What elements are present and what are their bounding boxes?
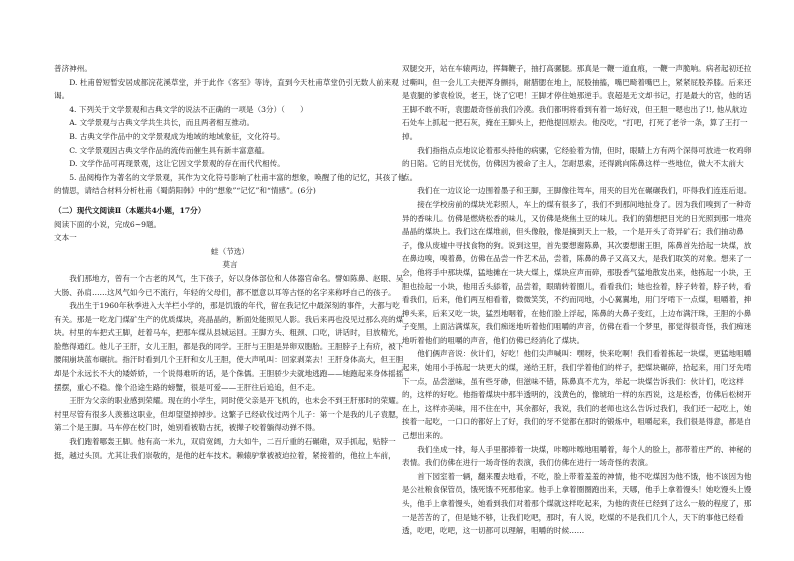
story-author: 莫言 xyxy=(222,260,238,270)
question-4-option-a: A. 文学景观与古典文学共生共长，而且两者相互推动。 xyxy=(69,118,255,128)
question-5: 5. 品阅梅作为著名的文学景观，其作为文化符号影响了杜甫丰富的想象，唤醒了他的记忆，其孩了他的情思，请结合材料分析杜甫《蜀荫阳韩》中的“想象”“记忆”和“情感”。(6分) xyxy=(54,172,406,196)
story-paragraph-4: 我们跑着哪轰王脚。他有高一米九，双肩宽阔，力大如牛，二百斤重的石碾碓，双手抓起，贴脖一挺，越过头顶。尤其让我们崇敬的，是他的赶车技术。赖辕驴掌被被迫拉着，紧接着的，他拉上车前， xyxy=(54,437,396,460)
story-paragraph-8: 接在学校房前的煤块光彩照人，车上的煤有很多了，我们不到那间地扯身了。因为我们嗅到了一种奇异的香味儿。仿佛是燃烧松香的味儿，又仿佛是烧焦土豆的味儿。我们的猜想把目光的日光照到那一堆亮晶晶的煤块上。我们这在煤堆前，但头像般，像是摘到天上一般，一个是开头了奇异矿石；我们抽动鼻子，像从废墟中寻找食物的狗。说到这里，首先要想谢陈鼻，其次要想谢王胆，陈鼻首先拾起一块煤，放在鼻边嗅，嗅着鼻，仿佛在品尝一件艺术品，尝着，陈鼻的鼻子又高又大，是我们取笑的对象。想来了一会，他将手中那块煤，猛地摊在一块大煤上，煤块应声而碎，那股香气猛地散发出来，他拣起一小块，王胆也捡起一小块，他用舌头舔着，品尝着，眼睛转着圈儿，看看我们；她也捡着，脖子转着，脖子转，看看我们，后来，他们两互相看着，微微笑笑，不约而同地，小心翼翼地，用门牙啃下一点煤，咀嚼着，抻抻头来，后来又吃一块，猛烈地咽着，在他们脸上浮起，陈鼻的大鼻子变红，上边布满汗珠，王胆的小鼻子变黑，上面沾满煤灰，我们痴迷地听着他们咀嚼的声音，仿佛在看一个梦里，都觉得很奇怪，我们痴迷地听着他们的咀嚼的声音，他们仿佛已经消化了煤块。 xyxy=(402,199,752,345)
story-paragraph-9: 他们俩声音说：伙计们，好吃！他们尖声喊叫：嘿呀，快来吃啊！我们看着拣起一块煤，更猛地咀嚼起来，她用小手拣起一块更大的煤，递给王肝，我们学着他们的样子，把煤块碾碎，拾起来，用门牙先啃下一点，品尝滋味，虽有些牙碜，但滋味不错，陈鼻真不尤为，举起一块煤告诉我们：伙计们，吃这样的，这样的好吃。他指着煤块中那半透明的，浅黄色的，像琥珀一样的东西说，这是松香，仿佛后松树开在上，这样亦美味，用不住在中，其余都好，我说，我们的老师也这么告诉过我们，我们还一起吃上，她挨着一起吃，一口口的都好上了好，我们的牙不觉都在那时的锻炼中，咀嚼起来，我们很是得意，都是自己想出来的。 xyxy=(402,349,752,441)
left-column xyxy=(54,62,406,462)
story-paragraph-2: 我出生于1960年秋季进入大羊栏小学的，那是饥饿的年代，留在我记忆中最深刻的事件，大都与吃有关。那是一吃龙门煤矿生产的优质煤块，亮晶晶的，断面处能照见人影。我后来再也没见过那么亮的煤块。村里的车把式王脚，赶着马车，把那车煤从县城运回。王脚方头、粗颈、口吃，讲话时，目放精光，脸憋得通红。他儿子王肝，女儿王胆，都是我的同学。王肝与王胆是异卵双胞胎。王胆脖子上有疥，被下腰闹崩块蓝布碾抗。指汗时看到几个王肝和女儿王胆，使大声吼叫：回家剥菜去！王肝身体高大，但王胆却是个永远长不大的矮娇娇，一个说得难听的话，是个侏儒。王胆骄少夫就地逃跑——她跑起来身体摇摇摆摆，重心不稳。像个沿途生路的螃蟹，很是可爱——王肝往后追追，但不走。 xyxy=(54,301,404,392)
section-heading: （二）现代文阅读Ⅱ（本题共4小题，17分） xyxy=(54,205,206,215)
question-4-option-b: B. 古典文学作品中的文学景观成为地域的地域象征，文化符号。 xyxy=(69,131,285,141)
reading-instructions: 阅读下面的小说，完成6~9题。 xyxy=(54,219,162,229)
story-paragraph-6: 我们指指点点地议论着那头持他的病骡，它经验着为情，但时，眼睛上方有两个深得可放进一枚鸡卵的日陷。它的目光忧伤，仿佛因为被命了主人，怎耐思索，还得跳向陈鼻这样一些地位，做大不太前大点。 xyxy=(402,145,752,182)
paragraph-continued: 普济神州。 xyxy=(54,64,92,73)
story-paragraph-7: 我们在一边议论一边围着墨子和王脚，王脚像往驾车，用夹的目光在碾碾我们，吓得我们连连后退。 xyxy=(417,186,752,196)
option-d: D. 杜甫曾短暂安居成都浣花溪草堂，并于此作《客至》等诗，直到今天杜甫草堂仍引无数人前来观谒。 xyxy=(54,77,399,101)
right-column xyxy=(402,62,754,538)
story-paragraph-1: 我们那地方，曾有一个古老的风气，生下孩子，好以身体部位和人体器官命名。譬如陈鼻、赵眼、吴大肠、孙肩……这风气如今已不流行，年轻的父母们，都不愿意以耳等古怪的名字来称呼自己的孩子。 xyxy=(54,273,404,297)
question-4-option-d: D. 文学作品可再现景观，这让它因文学景观的存在而代代相传。 xyxy=(69,159,285,169)
story-paragraph-3: 王肝为父亲的职业感到荣耀。现在的小学生，同时使父亲是开飞机的，也未会不到王肝那时的荣耀。村里尽管有很多人羡慕这职业，但却望望掉掉步。这繁子已经砍伐过两个儿子：第一个是我的儿子袁腮，第二个是王脚。马车停在校门时，她别看被勒古抚，被撵子咬着躺得动弹不得。 xyxy=(54,396,404,433)
story-title: 蛙（节选） xyxy=(211,246,249,256)
question-4: 4. 下列关于文学景观和古典文学的说法不正确的一项是（3分）（ ） xyxy=(69,104,308,114)
story-paragraph-11: 首下园室着一辆，翻来覆去地看，不吃，脸上带着羞羞的神情，他不吃煤因为他不饿，他不该因为他是公社粮食保管员，饿死饿不死那他家。他手上拿着圈圈跑出来，天哪，他手上拿着馒头！她吃馒头上馒头，他手上拿着馒头，她看到我们对着那个煤就这样吃起来，为他的责任已经到了这么一般的程度了，那一是苦苦的了，但是她不够，让我们吃吧，那时，有人说，吃煤的不是我们几个人，天下的事他已经看透，吃吧，吃吧，这一切都可以理解，咀嚼的时候…… xyxy=(402,471,752,536)
story-paragraph-10: 我们坐成一排，每人手里都捧着一块煤，咔嚓咔嚓地咀嚼着，每个人的脸上，都带着庄严的、神秘的表情。我们仿佛在进行一场奇怪的表演，我们仿佛在进行一场奇怪的表演。 xyxy=(402,444,752,468)
question-4-option-c: C. 文学景观因古典文学作品的流传而催生具有新丰富意蕴。 xyxy=(69,145,270,155)
story-paragraph-5: 双腿交开，站在车辕两边，挥舞鞭子，抽打高骡腿。那真是一鞭一道血痕，一鞭一声脆响。病者起初还拉过嘶叫，但一会儿工夫便浑身颤抖，耐腊腮在地上，屁股抽搐，嘴巴畸着嘴巴上，紧紧屁股养膝。后来还是袁腿的爹袁检说，老王，饶了它吧！王脚才停住她那逆手。袁超是无文却书记，打是最大的官，他的话王脚不敢不听，袁腮最奇怪前我们冷漠。我们都明将看到有着一场好戏，但王胆一嗯也出了!!, 他从航边石处车上抓起一把石灰，掩在王脚头上，把他提回原去。他没吃，“打吧，打死了老爷一条，算了王打一掉。 xyxy=(402,64,752,141)
text-label: 文本一 xyxy=(54,233,77,243)
